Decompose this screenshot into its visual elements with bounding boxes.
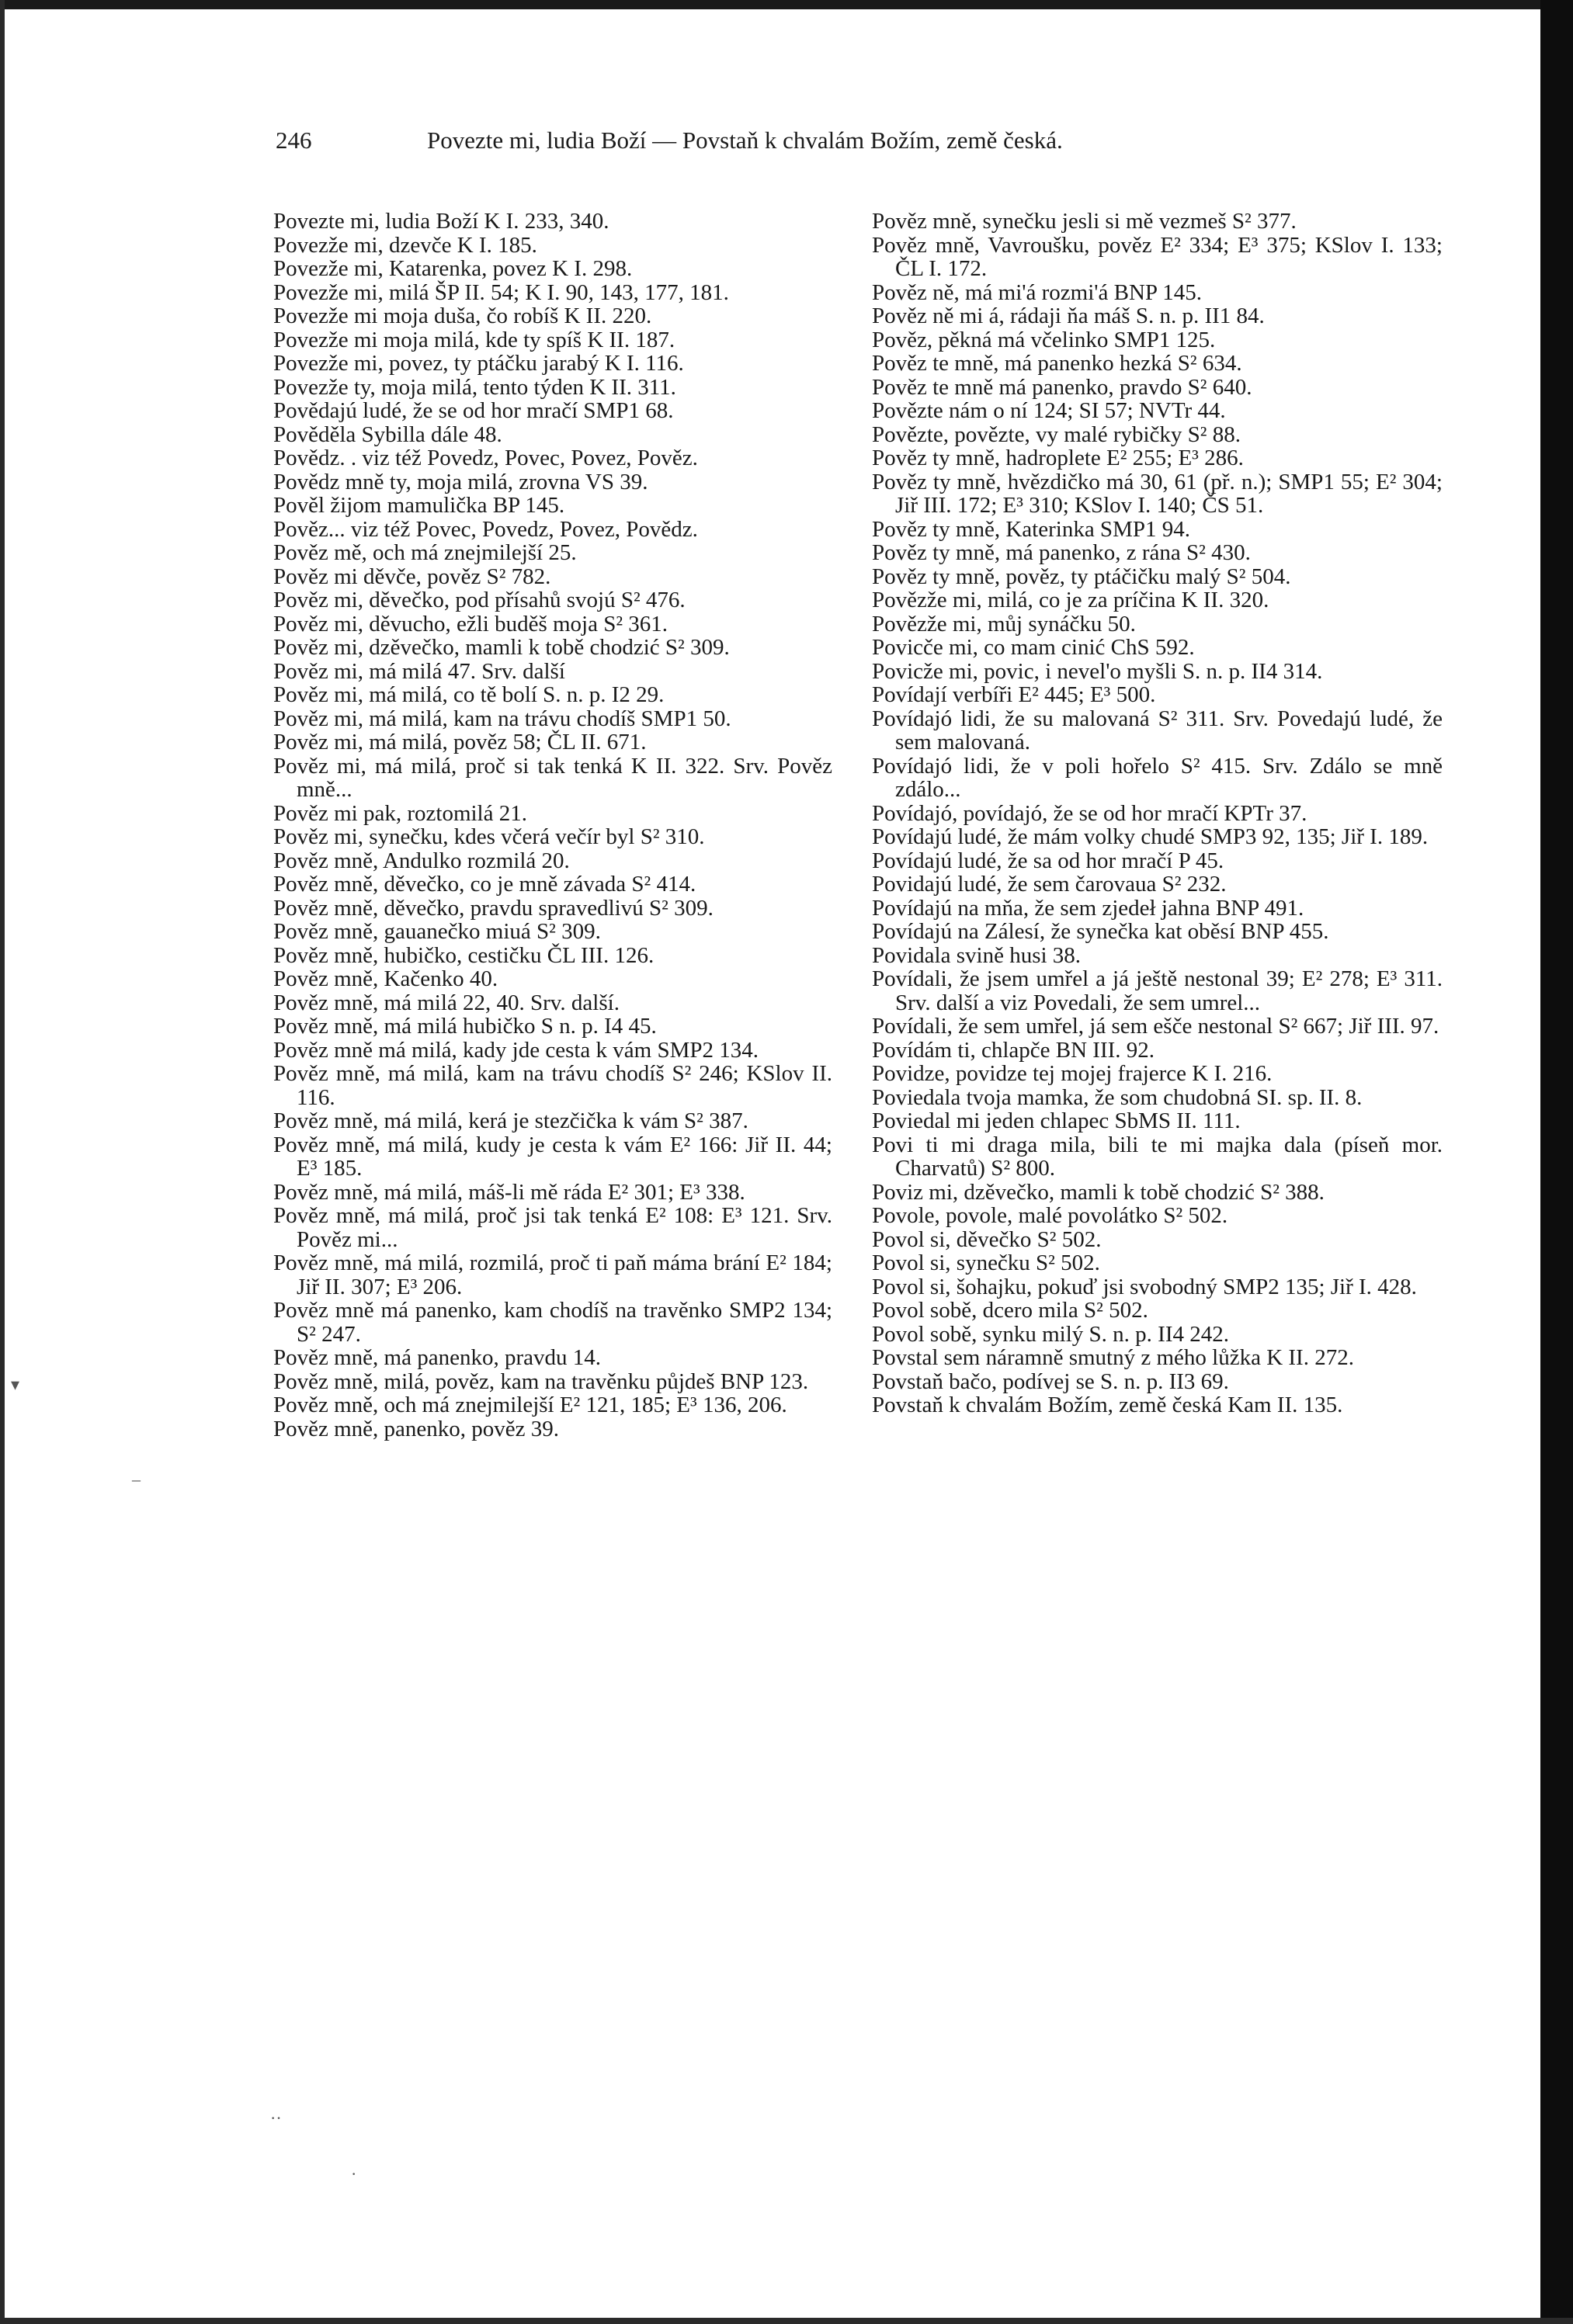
index-entry: Pověz mi, má milá 47. Srv. další (273, 658, 565, 684)
index-entry: Pověz mně, má milá, kam na trávu chodíš S² 246; KSlov II. 116. (273, 1061, 832, 1110)
index-entry: Pověz mi, synečku, kdes včerá večír byl S² 310. (273, 824, 705, 849)
index-column-right (872, 210, 1443, 1417)
index-entry: Povídajú ludé, že mám volky chudé SMP3 92, 135; Jiř I. 189. (872, 824, 1429, 849)
index-entry: Povídám ti, chlapče BN III. 92. (872, 1037, 1155, 1063)
index-entry: Povezže mi moja duša, čo robíš K II. 220. (273, 304, 652, 328)
index-entry: Povídají verbíři E² 445; E³ 500. (872, 682, 1156, 707)
index-entry: Povi ti mi draga mila, bili te mi majka dala (píseň mor. Charvatů) S² 800. (872, 1132, 1443, 1181)
index-entry: Povědajú ludé, že se od hor mračí SMP1 68. (273, 398, 674, 423)
index-column-left (273, 210, 832, 1441)
index-entry: Pověz mi, děvečko, pod přísahů svojú S² 476. (273, 588, 686, 612)
index-entry: Pověl žijom mamulička BP 145. (273, 493, 565, 518)
index-entry: Povídajó lidi, že v poli hořelo S² 415. Srv. Zdálo se mně zdálo... (872, 753, 1443, 802)
index-entry: Povezže mi, povez, ty ptáčku jarabý K I. 116. (273, 351, 684, 376)
index-entry: Pověz mně, má panenko, pravdu 14. (273, 1345, 602, 1370)
index-entry: Povídali, že jsem umřel a já ještě nestonal 39; E² 278; E³ 311. Srv. další a viz Povedali, že sem umrel... (872, 966, 1443, 1015)
scan-edge-top (0, 0, 1573, 9)
index-entry: Povicče mi, co mam cinić ChS 592. (872, 635, 1195, 660)
index-entry: Pověz mně má panenko, kam chodíš na travěnko SMP2 134; S² 247. (273, 1298, 832, 1347)
index-entry: Pověz mně, Kačenko 40. (273, 966, 498, 991)
index-entry: Pověz ty mně, Katerinka SMP1 94. (872, 516, 1190, 542)
index-entry: Povezže mi moja milá, kde ty spíš K II. 187. (273, 327, 675, 352)
index-entry: Pověz ně mi á, rádaji ňa máš S. n. p. II1 84. (872, 304, 1265, 328)
index-entry: Pověz mi, má milá, kam na trávu chodíš SMP1 50. (273, 706, 731, 731)
index-entry: Povědz mně ty, moja milá, zrovna VS 39. (273, 469, 648, 494)
index-entry: Pověz mi, dzěvečko, mamli k tobě chodzić S² 309. (273, 635, 730, 660)
index-entry: Povol si, synečku S² 502. (872, 1250, 1100, 1275)
index-entry: Povol si, šohajku, pokuď jsi svobodný SMP2 135; Jiř I. 428. (872, 1274, 1417, 1299)
index-entry: Povol sobě, synku milý S. n. p. II4 242. (872, 1321, 1229, 1347)
index-entry: Povídali, že sem umřel, já sem ešče nestonal S² 667; Jiř III. 97. (872, 1014, 1439, 1039)
index-entry: Pověz, pěkná má včelinko SMP1 125. (872, 327, 1216, 352)
index-entry: Pověz mi, děvucho, ežli buděš moja S² 361. (273, 611, 668, 636)
index-entry: Pověz mně, Vavroušku, pověz E² 334; E³ 375; KSlov I. 133; ČL I. 172. (872, 232, 1443, 281)
index-entry: Pověz mně, panenko, pověz 39. (273, 1416, 560, 1441)
index-entry: Povídajú na mňa, že sem zjedeł jahna BNP 491. (872, 895, 1304, 921)
index-entry: Povězže mi, můj synáčku 50. (872, 611, 1136, 636)
scan-edge-bottom (0, 2318, 1573, 2324)
index-entry: Povězte nám o ní 124; SI 57; NVTr 44. (872, 398, 1226, 423)
index-entry: Povezže ty, moja milá, tento týden K II. 311. (273, 374, 676, 400)
index-entry: Povicže mi, povic, i nevel'o myšli S. n. p. II4 314. (872, 658, 1323, 684)
index-entry: Povídajó lidi, že su malovaná S² 311. Srv. Povedajú ludé, že sem malovaná. (872, 706, 1443, 754)
index-entry: Pověděla Sybilla dále 48. (273, 421, 502, 447)
index-entry: Pověz ně, má mi'á rozmi'á BNP 145. (872, 279, 1202, 305)
scan-speck: – (132, 1469, 141, 1489)
scan-speck: ▾ (11, 1375, 20, 1394)
index-entry: Povidze, povidze tej mojej frajerce K I. 216. (872, 1061, 1273, 1086)
index-entry: Pověz ty mně, pověz, ty ptáčičku malý S² 504. (872, 564, 1291, 589)
index-entry: Povezže mi, milá ŠP II. 54; K I. 90, 143, 177, 181. (273, 279, 729, 305)
running-head (276, 127, 1285, 154)
index-entry: Pověz mi děvče, pověz S² 782. (273, 564, 551, 589)
index-entry: Povstaň k chvalám Božím, země česká Kam II. 135. (872, 1393, 1343, 1417)
index-entry: Povídajú na Zálesí, že synečka kat oběsí BNP 455. (872, 919, 1329, 944)
index-entry: Povstaň bačo, podívej se S. n. p. II3 69. (872, 1368, 1229, 1394)
index-entry: Pověz mi pak, roztomilá 21. (273, 800, 527, 826)
scan-edge-left (0, 0, 5, 2324)
index-entry: Pověz mně, synečku jesli si mě vezmeš S² 377. (872, 209, 1297, 234)
scan-edge-right (1540, 0, 1573, 2324)
index-entry: Povědz. . viz též Povedz, Povec, Povez, Pověz. (273, 446, 698, 470)
index-entry: Povezte mi, ludia Boží K I. 233, 340. (273, 209, 609, 234)
index-entry: Poviedal mi jeden chlapec SbMS II. 111. (872, 1108, 1241, 1133)
page-title: Povezte mi, ludia Boží — Povstaň k chvalám Božím, země česká. (427, 127, 1063, 154)
index-entry: Povidajú ludé, že sem čarovaua S² 232. (872, 872, 1227, 897)
index-entry: Pověz mně, má milá hubičko S n. p. I4 45. (273, 1014, 657, 1039)
index-entry: Povol si, děvečko S² 502. (872, 1226, 1102, 1252)
index-entry: Pověz mně, má milá, kudy je cesta k vám E² 166: Jiř II. 44; E³ 185. (273, 1132, 832, 1181)
index-entry: Pověz mně, má milá, kerá je stezčička k vám S² 387. (273, 1108, 748, 1133)
index-entry: Povídajó, povídajó, že se od hor mračí KPTr 37. (872, 800, 1307, 826)
index-entry: Pověz mně, och má znejmilejší E² 121, 185; E³ 136, 206. (273, 1393, 787, 1417)
index-entry: Pověz mně, gauanečko miuá S² 309. (273, 919, 601, 944)
index-entry: Pověz te mně má panenko, pravdo S² 640. (872, 374, 1252, 400)
index-entry: Poviedala tvoja mamka, že som chudobná SI. sp. II. 8. (872, 1084, 1363, 1110)
index-entry: Pověz mně, má milá, máš-li mě ráda E² 301; E³ 338. (273, 1179, 745, 1205)
index-entry: Pověz mně, děvečko, pravdu spravedlivú S² 309. (273, 895, 714, 921)
index-entry: Pověz mně, Andulko rozmilá 20. (273, 848, 570, 873)
index-entry: Pověz mně, hubičko, cestičku ČL III. 126. (273, 942, 655, 968)
index-entry: Povězže mi, milá, co je za príčina K II. 320. (872, 588, 1269, 612)
index-entry: Pověz mně má milá, kady jde cesta k vám SMP2 134. (273, 1037, 759, 1063)
scan-speck: ·· (270, 2108, 282, 2128)
index-entry: Povídajú ludé, že sa od hor mračí P 45. (872, 848, 1224, 873)
index-entry: Pověz ty mně, hvězdičko má 30, 61 (př. n.); SMP1 55; E² 304; Jiř III. 172; E³ 310; KSlov I. 140; ČS 51. (872, 469, 1443, 518)
index-entry: Povezže mi, dzevče K I. 185. (273, 232, 537, 258)
index-entry: Povidala svině husi 38. (872, 942, 1082, 968)
index-entry: Pověz ty mně, má panenko, z rána S² 430. (872, 540, 1251, 565)
index-entry: Pověz mi, má milá, co tě bolí S. n. p. I2 29. (273, 682, 665, 707)
index-entry: Pověz mně, milá, pověz, kam na travěnku půjdeš BNP 123. (273, 1368, 809, 1394)
index-entry: Povol sobě, dcero mila S² 502. (872, 1298, 1148, 1323)
index-entry: Poviz mi, dzěvečko, mamli k tobě chodzić S² 388. (872, 1179, 1325, 1205)
index-entry: Povstal sem náramně smutný z mého lůžka K II. 272. (872, 1345, 1354, 1370)
index-entry: Pověz mě, och má znejmilejší 25. (273, 540, 577, 565)
index-entry: Pověz mně, děvečko, co je mně závada S² 414. (273, 872, 696, 897)
index-entry: Pověz mně, má milá, proč jsi tak tenká E² 108: E³ 121. Srv. Pověz mi... (273, 1203, 832, 1252)
index-entry: Pověz... viz též Povec, Povedz, Povez, Povědz. (273, 516, 698, 542)
index-entry: Pověz mně, má milá, rozmilá, proč ti paň máma brání E² 184; Jiř II. 307; E³ 206. (273, 1250, 832, 1299)
index-entry: Povole, povole, malé povolátko S² 502. (872, 1203, 1228, 1228)
index-entry: Pověz mi, má milá, proč si tak tenká K II. 322. Srv. Pověz mně... (273, 753, 832, 802)
scan-speck: · (351, 2164, 357, 2184)
index-entry: Pověz mně, má milá 22, 40. Srv. další. (273, 990, 620, 1015)
index-entry: Pověz ty mně, hadroplete E² 255; E³ 286. (872, 446, 1244, 470)
index-entry: Povezže mi, Katarenka, povez K I. 298. (273, 256, 633, 281)
index-entry: Pověz mi, má milá, pověz 58; ČL II. 671. (273, 730, 647, 754)
index-entry: Povězte, povězte, vy malé rybičky S² 88. (872, 421, 1241, 447)
page-number: 246 (276, 127, 312, 154)
index-entry: Pověz te mně, má panenko hezká S² 634. (872, 351, 1242, 376)
